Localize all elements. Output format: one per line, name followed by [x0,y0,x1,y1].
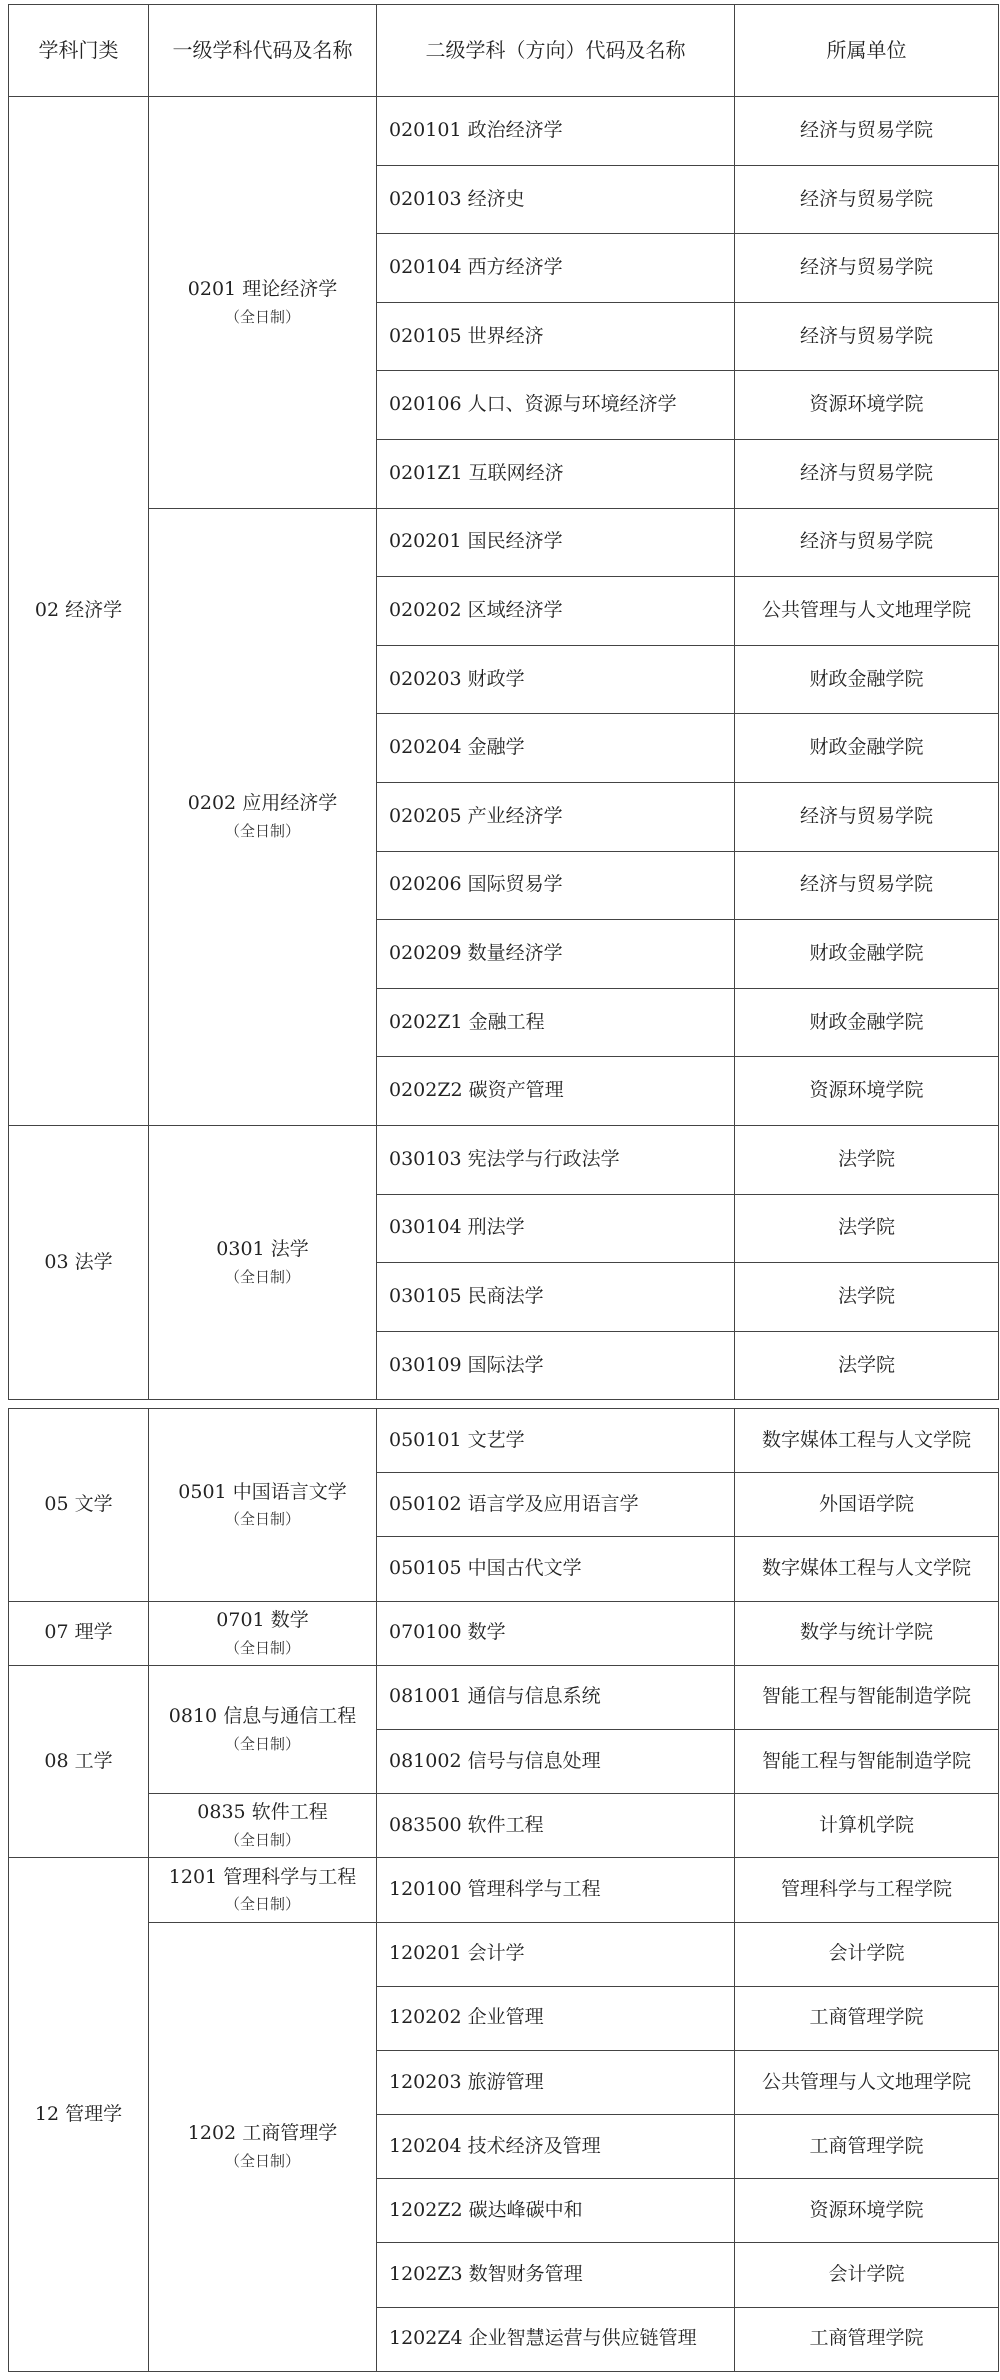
unit-cell: 会计学院 [735,2243,999,2307]
major-cell: 020105 世界经济 [377,302,735,371]
discipline-cell [149,97,377,509]
unit-cell: 会计学院 [735,1922,999,1986]
unit-cell: 财政金融学院 [735,920,999,989]
discipline-name: 0301 法学 [216,1238,309,1261]
major-cell: 020202 区域经济学 [377,577,735,646]
unit-cell: 工商管理学院 [735,1986,999,2050]
major-cell: 020205 产业经济学 [377,782,735,851]
unit-cell: 财政金融学院 [735,988,999,1057]
unit-cell: 经济与贸易学院 [735,508,999,577]
unit-cell: 经济与贸易学院 [735,851,999,920]
unit-cell: 公共管理与人文地理学院 [735,577,999,646]
category-cell: 03 法学 [9,1125,149,1399]
discipline-cell [149,1665,377,1793]
table-row [9,1794,999,1858]
major-cell: 030104 刑法学 [377,1194,735,1263]
unit-cell: 数字媒体工程与人文学院 [735,1409,999,1473]
major-cell: 120204 技术经济及管理 [377,2115,735,2179]
unit-cell: 工商管理学院 [735,2307,999,2371]
major-cell: 020103 经济史 [377,165,735,234]
major-cell: 1202Z2 碳达峰碳中和 [377,2179,735,2243]
major-cell: 070100 数学 [377,1601,735,1665]
table-row [9,1922,999,1986]
unit-cell: 经济与贸易学院 [735,439,999,508]
major-cell: 0202Z2 碳资产管理 [377,1057,735,1126]
study-mode: （全日制） [224,2152,300,2171]
major-cell: 020104 西方经济学 [377,234,735,303]
unit-cell: 法学院 [735,1331,999,1400]
unit-cell: 公共管理与人文地理学院 [735,2050,999,2114]
major-cell: 081002 信号与信息处理 [377,1729,735,1793]
discipline-cell [149,1858,377,1922]
major-cell: 120203 旅游管理 [377,2050,735,2114]
header-first-level: 一级学科代码及名称 [149,5,377,97]
unit-cell: 工商管理学院 [735,2115,999,2179]
unit-cell: 法学院 [735,1263,999,1332]
discipline-cell [149,1794,377,1858]
table-row [9,1665,999,1729]
discipline-name: 0202 应用经济学 [187,792,338,815]
discipline-name: 1201 管理科学与工程 [168,1865,357,1888]
major-cell: 1202Z3 数智财务管理 [377,2243,735,2307]
major-cell: 050101 文艺学 [377,1409,735,1473]
discipline-cell [149,508,377,1125]
programs-table-part2 [8,1408,999,2372]
unit-cell: 智能工程与智能制造学院 [735,1729,999,1793]
major-cell: 030103 宪法学与行政法学 [377,1125,735,1194]
category-cell: 05 文学 [9,1409,149,1602]
study-mode: （全日制） [224,1831,300,1850]
header-row [9,5,999,97]
discipline-name: 0201 理论经济学 [187,278,338,301]
unit-cell: 法学院 [735,1125,999,1194]
unit-cell: 管理科学与工程学院 [735,1858,999,1922]
unit-cell: 数字媒体工程与人文学院 [735,1537,999,1601]
major-cell: 083500 软件工程 [377,1794,735,1858]
table-row [9,508,999,577]
unit-cell: 经济与贸易学院 [735,302,999,371]
discipline-name: 0810 信息与通信工程 [168,1705,357,1728]
major-cell: 030109 国际法学 [377,1331,735,1400]
study-mode: （全日制） [224,1268,300,1287]
major-cell: 0202Z1 金融工程 [377,988,735,1057]
unit-cell: 经济与贸易学院 [735,234,999,303]
table-row [9,1601,999,1665]
major-cell: 020209 数量经济学 [377,920,735,989]
unit-cell: 经济与贸易学院 [735,165,999,234]
study-mode: （全日制） [224,1510,300,1529]
study-mode: （全日制） [224,1734,300,1753]
major-cell: 081001 通信与信息系统 [377,1665,735,1729]
major-cell: 020206 国际贸易学 [377,851,735,920]
unit-cell: 经济与贸易学院 [735,782,999,851]
unit-cell: 资源环境学院 [735,2179,999,2243]
study-mode: （全日制） [224,307,300,326]
category-cell: 02 经济学 [9,97,149,1126]
discipline-cell [149,1409,377,1602]
major-cell: 050105 中国古代文学 [377,1537,735,1601]
unit-cell: 经济与贸易学院 [735,97,999,166]
table-row [9,1858,999,1922]
major-cell: 020204 金融学 [377,714,735,783]
major-cell: 1202Z4 企业智慧运营与供应链管理 [377,2307,735,2371]
major-cell: 120201 会计学 [377,1922,735,1986]
discipline-name: 0835 软件工程 [197,1801,328,1824]
discipline-cell [149,1601,377,1665]
major-cell: 030105 民商法学 [377,1263,735,1332]
category-cell: 12 管理学 [9,1858,149,2372]
table-row [9,1409,999,1473]
header-second-level: 二级学科（方向）代码及名称 [377,5,735,97]
category-cell: 08 工学 [9,1665,149,1858]
table-row [9,1125,999,1194]
category-cell: 07 理学 [9,1601,149,1665]
discipline-cell [149,1922,377,2371]
major-cell: 050102 语言学及应用语言学 [377,1473,735,1537]
study-mode: （全日制） [224,1895,300,1914]
unit-cell: 资源环境学院 [735,371,999,440]
discipline-name: 0701 数学 [216,1608,309,1631]
major-cell: 020203 财政学 [377,645,735,714]
discipline-cell [149,1125,377,1399]
major-cell: 120202 企业管理 [377,1986,735,2050]
unit-cell: 资源环境学院 [735,1057,999,1126]
unit-cell: 财政金融学院 [735,714,999,783]
unit-cell: 数学与统计学院 [735,1601,999,1665]
study-mode: （全日制） [224,822,300,841]
unit-cell: 法学院 [735,1194,999,1263]
major-cell: 020106 人口、资源与环境经济学 [377,371,735,440]
major-cell: 0201Z1 互联网经济 [377,439,735,508]
unit-cell: 财政金融学院 [735,645,999,714]
discipline-name: 1202 工商管理学 [187,2122,338,2145]
programs-table-part1 [8,4,999,1400]
unit-cell: 智能工程与智能制造学院 [735,1665,999,1729]
study-mode: （全日制） [224,1638,300,1657]
header-category: 学科门类 [9,5,149,97]
header-unit: 所属单位 [735,5,999,97]
major-cell: 120100 管理科学与工程 [377,1858,735,1922]
major-cell: 020201 国民经济学 [377,508,735,577]
unit-cell: 外国语学院 [735,1473,999,1537]
table-row [9,97,999,166]
major-cell: 020101 政治经济学 [377,97,735,166]
unit-cell: 计算机学院 [735,1794,999,1858]
discipline-name: 0501 中国语言文学 [178,1480,347,1503]
